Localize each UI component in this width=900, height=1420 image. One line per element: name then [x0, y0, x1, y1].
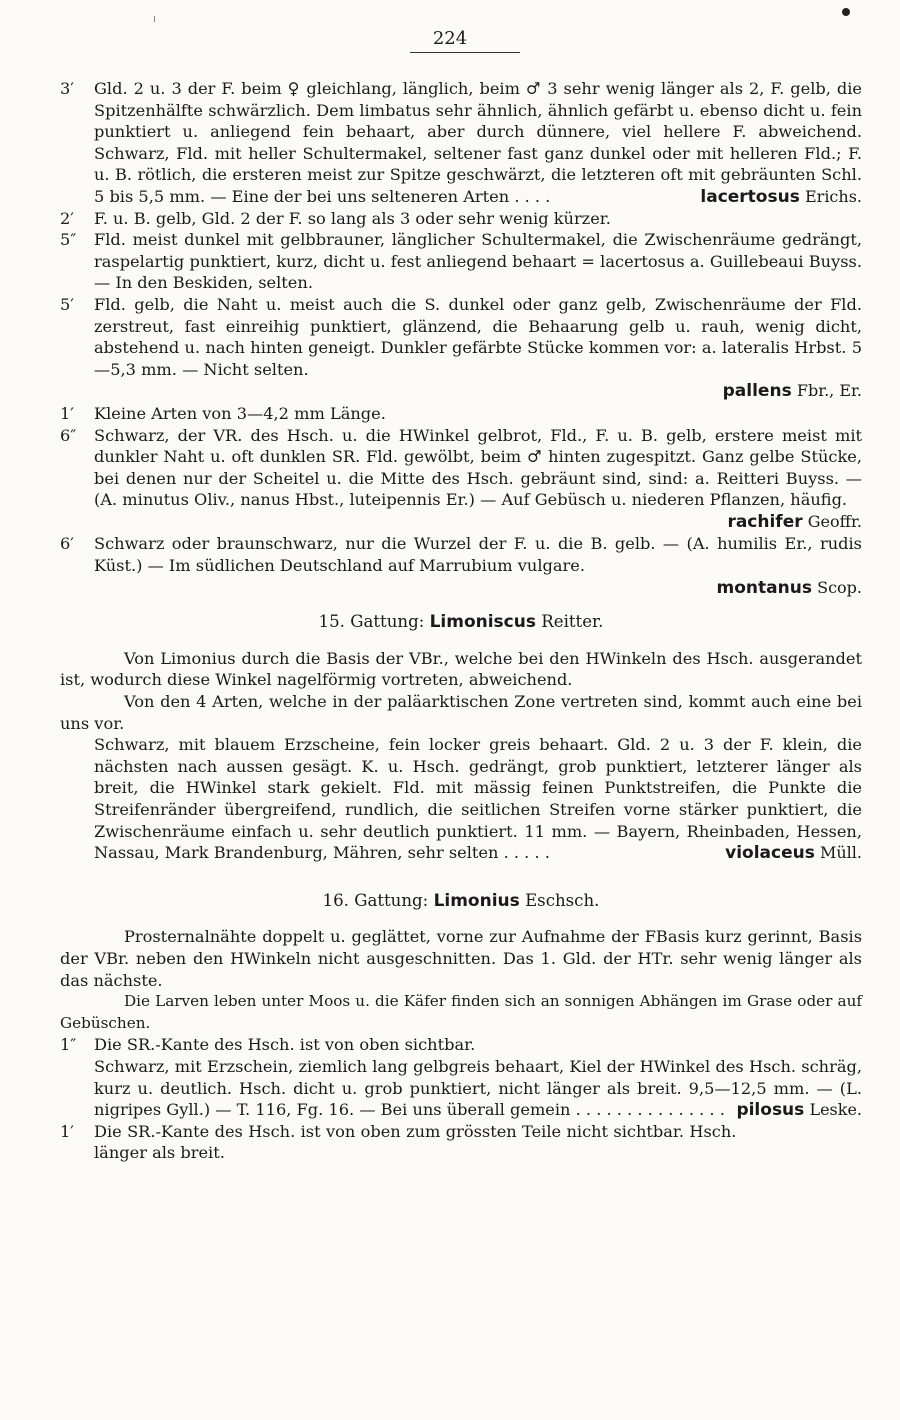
species-author: Leske. — [809, 1100, 862, 1120]
species-name: lacertosus — [700, 186, 800, 207]
key-text: Schwarz oder braunschwarz, nur die Wurzel der F. u. die B. gelb. — (A. humilis Er., rudis Küst.) — Im südlichen Deutschland auf Marrubium vulgare. — [94, 534, 862, 576]
key-entry — [60, 208, 862, 230]
key-text: Fld. gelb, die Naht u. meist auch die S. dunkel oder ganz gelb, Zwischenräume der Fld. zerstreut, fast einreihig punktiert, glänzend, die Behaarung gelb u. rauh, wenig dicht, abstehend u. nach hinten geneigt. Dunkler gefärbte Stücke kommen vor: a. lateralis Hrbst. 5—5,3 mm. — Nicht selten. — [94, 294, 862, 379]
key-text: Die SR.-Kante des Hsch. ist von oben zum grössten Teile nicht sichtbar. Hsch. länger als breit. — [94, 1121, 737, 1163]
species-name: pallens — [722, 381, 792, 402]
species-description — [60, 734, 862, 864]
key-marker: 5′ — [60, 294, 74, 314]
genus-name: Limoniscus — [429, 612, 536, 633]
key-marker: 6″ — [60, 425, 77, 445]
key-text: Fld. meist dunkel mit gelbbrauner, länglicher Schultermakel, die Zwischenräume gedrängt, raspelartig punktiert, kurz, dicht u. fest anliegend behaart = lacertosus a. Guillebeaui Buyss. — In den Beskiden, selten. — [94, 230, 862, 293]
genus-heading — [60, 611, 862, 634]
key-entry — [60, 1121, 862, 1164]
key-text: Gld. 2 u. 3 der F. beim ♀ gleichlang, länglich, beim ♂ 3 sehr wenig länger als 2, F. gelb, die Spitzenhälfte schwärzlich. Dem limbatus sehr ähnlich, ähnlich gefärbt u. ebenso dicht u. fein punktiert u. anliegend fein behaart, aber durch dünnere, viel hellere F. abweichend. Schwarz, Fld. mit heller Schultermakel, seltener fast ganz dunkel oder mit helleren Fld.; F. u. B. rötlich, die ersteren meist zur Spitze geschwärzt, die letzteren oft mit gebräunten Schl. 5 bis 5,5 mm. — Eine der bei uns selteneren Arten . . . . — [94, 79, 862, 206]
key-entry — [60, 1034, 862, 1056]
genus-author: Eschsch. — [525, 890, 600, 910]
species-author: Erichs. — [804, 186, 862, 206]
key-marker: 1′ — [60, 403, 74, 423]
genus-author: Reitter. — [541, 612, 604, 632]
genus-number: 16. Gattung: — [322, 890, 429, 910]
key-marker: 6′ — [60, 534, 74, 554]
key-text: Die SR.-Kante des Hsch. ist von oben sichtbar. — [94, 1035, 476, 1055]
species-name: montanus — [716, 577, 812, 598]
key-text: Kleine Arten von 3—4,2 mm Länge. — [94, 403, 386, 423]
key-entry — [60, 425, 862, 534]
key-entry — [60, 229, 862, 294]
key-marker: 5″ — [60, 230, 77, 250]
genus-note: Die Larven leben unter Moos u. die Käfer finden sich an sonnigen Abhängen im Grase oder auf Gebüschen. — [60, 992, 862, 1032]
species-author: Fbr., Er. — [796, 381, 862, 401]
page-body — [60, 78, 862, 1164]
genus-description: Von Limonius durch die Basis der VBr., welche bei den HWinkeln des Hsch. ausgerandet ist, wodurch diese Winkel nagelförmig vortreten, abweichend. — [60, 648, 862, 690]
key-entry — [60, 294, 862, 403]
species-name: rachifer — [727, 511, 803, 532]
key-text: F. u. B. gelb, Gld. 2 der F. so lang als 3 oder sehr wenig kürzer. — [94, 208, 611, 228]
species-text: Schwarz, mit Erzschein, ziemlich lang gelbgreis behaart, Kiel der HWinkel des Hsch. schräg, kurz u. deutlich. Hsch. dicht u. grob punktiert, nicht länger als breit. 9,5—12,5 mm. — (L. nigripes Gyll.) — T. 116, Fg. 16. — Bei uns überall gemein . . . . . . . . . . . . . . . — [94, 1056, 862, 1120]
genus-description: Prosternalnähte doppelt u. geglättet, vorne zur Aufnahme der FBasis kurz gerinnt, Basis der VBr. neben den HWinkeln nicht ausgeschnitten. Das 1. Gld. der HTr. sehr wenig länger als das nächste. — [60, 927, 862, 990]
species-author: Scop. — [817, 577, 862, 597]
species-name: violaceus — [725, 843, 815, 864]
key-marker: 1″ — [60, 1035, 77, 1055]
key-marker: 3′ — [60, 79, 74, 98]
species-author: Geoffr. — [807, 511, 862, 531]
species-text: Schwarz, mit blauem Erzscheine, fein locker greis behaart. Gld. 2 u. 3 der F. klein, die nächsten nach aussen gesägt. K. u. Hsch. gedrängt, grob punktiert, letzterer länger als breit, die HWinkel stark gekielt. Fld. mit mässig feinen Punktstreifen, die Punkte die Streifenränder übergreifend, rundlich, die seitlichen Streifen vorne stärker punktiert, die Zwischenräume einfach u. sehr deutlich punktiert. 11 mm. — Bayern, Rheinbaden, Hessen, Nassau, Mark Brandenburg, Mähren, sehr selten . . . . . — [94, 735, 862, 863]
key-entry — [60, 533, 862, 599]
species-description — [60, 1056, 862, 1121]
page-speck — [842, 8, 850, 16]
genus-note: Von den 4 Arten, welche in der paläarktischen Zone vertreten sind, kommt auch eine bei uns vor. — [60, 692, 862, 733]
key-marker: 1′ — [60, 1121, 74, 1141]
page-number-rule — [410, 52, 520, 53]
genus-name: Limonius — [433, 890, 520, 911]
species-name: pilosus — [736, 1100, 805, 1121]
genus-number: 15. Gattung: — [318, 612, 425, 632]
key-marker: 2′ — [60, 208, 74, 228]
key-text: Schwarz, der VR. des Hsch. u. die HWinkel gelbrot, Fld., F. u. B. gelb, erstere meist mit dunkler Naht u. oft dunklen SR. Fld. gewölbt, beim ♂ hinten zugespitzt. Ganz gelbe Stücke, bei denen nur der Scheitel u. die Mitte des Hsch. gebräunt sind, sind: a. Reitteri Buyss. — (A. minutus Oliv., nanus Hbst., luteipennis Er.) — Auf Gebüsch u. niederen Pflanzen, häufig. — [94, 425, 862, 510]
key-entry — [60, 403, 862, 425]
species-author: Müll. — [819, 843, 862, 863]
page-tick — [154, 16, 155, 22]
key-entry — [60, 78, 862, 208]
genus-heading — [60, 890, 862, 913]
page-number: 224 — [432, 28, 468, 49]
